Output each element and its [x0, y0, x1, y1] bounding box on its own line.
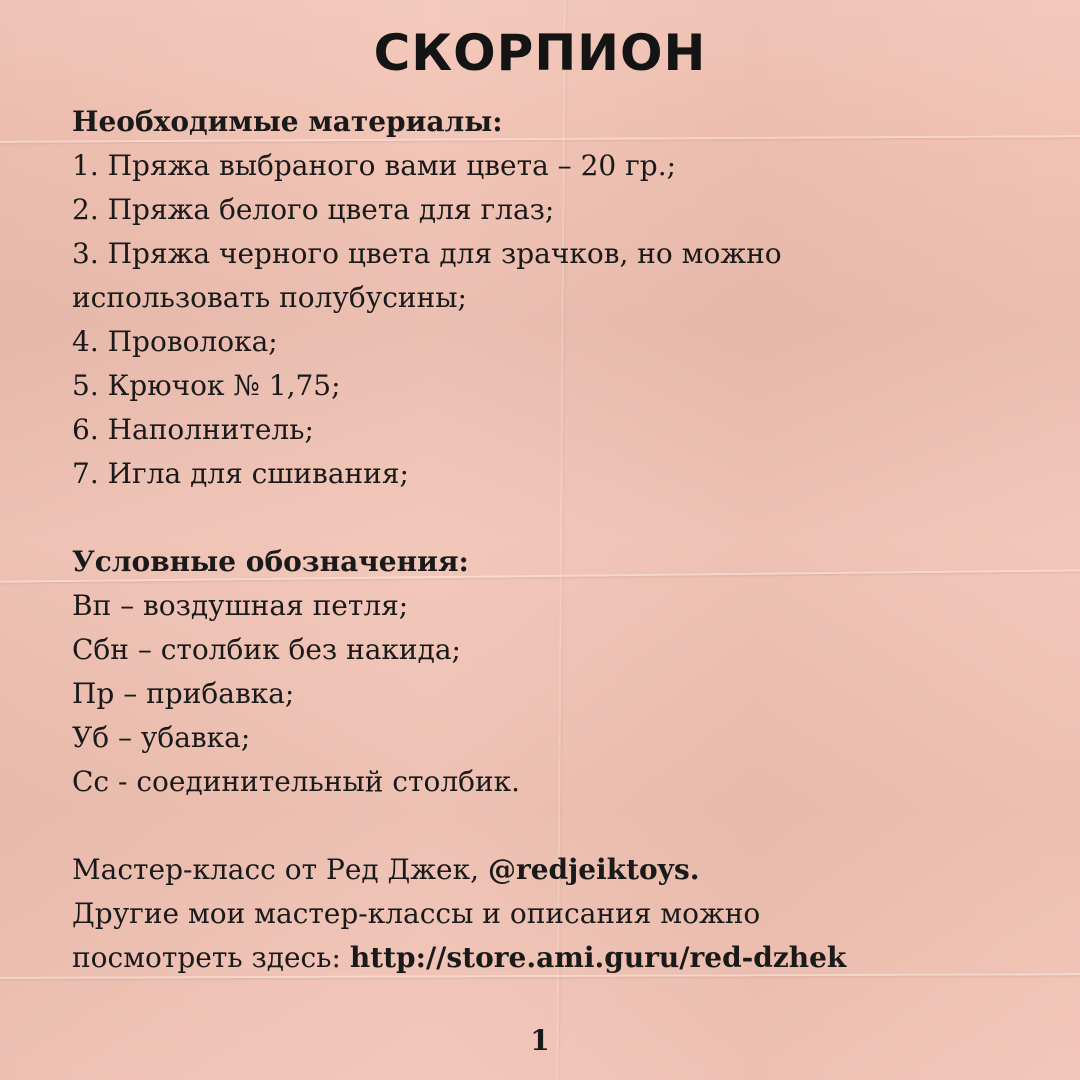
section-spacer	[72, 804, 1062, 848]
credits-see-here-text: посмотреть здесь:	[72, 941, 350, 974]
credits-line	[72, 936, 1062, 980]
legend-section	[72, 540, 1062, 804]
materials-item: 5. Крючок № 1,75;	[72, 369, 341, 402]
legend-item: Вп – воздушная петля;	[72, 589, 409, 622]
page-title: СКОРПИОН	[373, 24, 707, 82]
credits-line: Другие мои мастер-классы и описания можно	[72, 897, 761, 930]
credits-section	[72, 848, 1062, 980]
store-url-link[interactable]: http://store.ami.guru/red-dzhek	[349, 941, 847, 974]
section-spacer	[72, 496, 1062, 540]
legend-item: Уб – убавка;	[72, 721, 251, 754]
page-number: 1	[530, 1024, 550, 1057]
main-content	[72, 100, 1062, 980]
materials-item: 3. Пряжа черного цвета для зрачков, но можно	[72, 237, 782, 270]
materials-item: 7. Игла для сшивания;	[72, 457, 409, 490]
credits-line	[72, 848, 1062, 892]
legend-item: Сбн – столбик без накида;	[72, 633, 461, 666]
legend-item: Пр – прибавка;	[72, 677, 295, 710]
materials-item: 1. Пряжа выбраного вами цвета – 20 гр.;	[72, 149, 677, 182]
credits-author-text: Мастер-класс от Ред Джек,	[72, 853, 488, 886]
materials-heading: Необходимые материалы:	[72, 105, 503, 138]
materials-section	[72, 100, 1062, 496]
legend-heading: Условные обозначения:	[72, 545, 469, 578]
materials-item: 2. Пряжа белого цвета для глаз;	[72, 193, 555, 226]
materials-item: 6. Наполнитель;	[72, 413, 314, 446]
materials-item: 4. Проволока;	[72, 325, 278, 358]
materials-item: использовать полубусины;	[72, 281, 467, 314]
legend-item: Сс - соединительный столбик.	[72, 765, 521, 798]
author-handle-link[interactable]: @redjeiktoys.	[487, 853, 700, 886]
